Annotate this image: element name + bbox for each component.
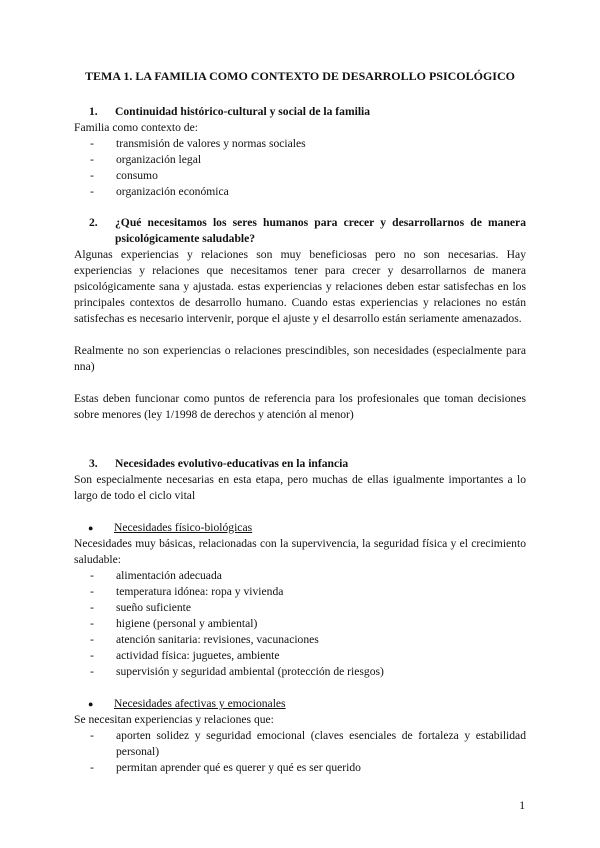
dash-list (74, 568, 526, 680)
list-item: - higiene (personal y ambiental) (74, 616, 526, 632)
list-item: - organización legal (74, 152, 526, 168)
bullet-icon: ● (88, 523, 94, 533)
page-number: 1 (519, 799, 525, 812)
list-item: - atención sanitaria: revisiones, vacunaciones (74, 632, 526, 648)
list-item: - organización económica (74, 184, 526, 200)
paragraph: Se necesitan experiencias y relaciones que: (74, 713, 274, 726)
section-1 (74, 104, 526, 200)
section-2 (74, 215, 526, 423)
paragraph: Estas deben funcionar como puntos de referencia para los profesionales que toman decisiones sobre menores (ley 1/1998 de derechos y atención al menor) (74, 392, 526, 421)
section-title: Continuidad histórico-cultural y social de la familia (115, 105, 371, 118)
list-item: - supervisión y seguridad ambiental (protección de riesgos) (74, 664, 526, 680)
list-item: - actividad física: juguetes, ambiente (74, 648, 526, 664)
list-item: - permitan aprender qué es querer y qué es ser querido (74, 760, 526, 776)
list-item: - alimentación adecuada (74, 568, 526, 584)
dash-list (74, 136, 526, 200)
paragraph: Realmente no son experiencias o relaciones prescindibles, son necesidades (especialmente para nna) (74, 344, 526, 373)
subsection-heading (74, 696, 526, 712)
section-3 (74, 456, 526, 776)
section-heading (74, 215, 526, 247)
section-number: 3. (89, 457, 98, 470)
section-number: 1. (89, 105, 98, 118)
paragraph: Son especialmente necesarias en esta etapa, pero muchas de ellas igualmente importantes a lo largo de todo el ciclo vital (74, 473, 526, 502)
section-heading (74, 104, 526, 120)
section-heading (74, 456, 526, 472)
subsection-heading (74, 520, 526, 536)
bullet-icon: ● (88, 699, 94, 709)
section-title: Necesidades evolutivo-educativas en la infancia (115, 457, 349, 470)
list-item: - transmisión de valores y normas sociales (74, 136, 526, 152)
section-number: 2. (89, 216, 98, 229)
paragraph: Algunas experiencias y relaciones son muy beneficiosas pero no son necesarias. Hay experiencias y relaciones que necesitamos tener para crecer y desarrollarnos de manera psicológicamente sana y ajustada. estas experiencias y relaciones deben estar satisfechas en los principales contextos de desarrollo humano. Cuando estas experiencias y relaciones no están satisfechas es necesario intervenir, porque el ajuste y el desarrollo están seriamente amenazados. (74, 248, 526, 325)
paragraph: Familia como contexto de: (74, 121, 198, 134)
subsection-title: Necesidades afectivas y emocionales (114, 697, 286, 710)
list-item: - aporten solidez y seguridad emocional (claves esenciales de fortaleza y estabilidad personal) (74, 728, 526, 760)
paragraph: Necesidades muy básicas, relacionadas con la supervivencia, la seguridad física y el crecimiento saludable: (74, 537, 526, 566)
list-item: - sueño suficiente (74, 600, 526, 616)
list-item: - consumo (74, 168, 526, 184)
section-title: ¿Qué necesitamos los seres humanos para crecer y desarrollarnos de manera psicológicamente saludable? (115, 216, 526, 245)
dash-list (74, 728, 526, 776)
document-title: TEMA 1. LA FAMILIA COMO CONTEXTO DE DESARROLLO PSICOLÓGICO (85, 69, 515, 83)
subsection-title: Necesidades físico-biológicas (114, 521, 253, 534)
list-item: - temperatura idónea: ropa y vivienda (74, 584, 526, 600)
